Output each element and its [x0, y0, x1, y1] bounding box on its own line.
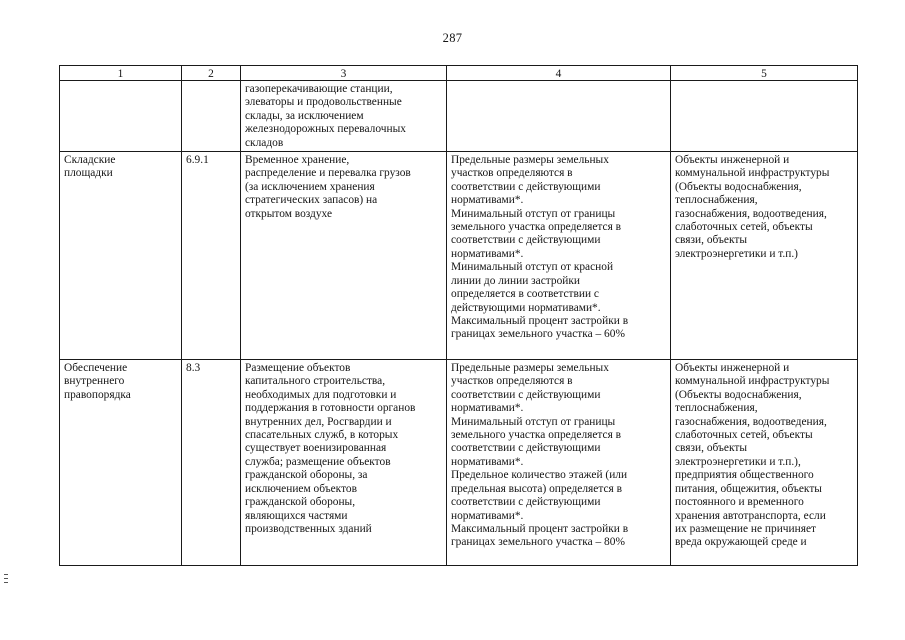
text-line: границах земельного участка – 80%	[451, 536, 625, 549]
parameters-cell	[447, 81, 671, 152]
text-line: соответствии с действующими	[451, 234, 601, 247]
text-line: (за исключением хранения	[245, 180, 375, 193]
text-line: границах земельного участка – 60%	[451, 328, 625, 341]
text-line: участков определяются в	[451, 167, 573, 180]
text-line: земельного участка определяется в	[451, 429, 622, 442]
text-line: нормативами*.	[451, 509, 524, 522]
margin-mark	[4, 574, 8, 575]
text-line: Минимальный отступ от границы	[451, 207, 616, 220]
parameters-cell	[447, 360, 671, 566]
text-line: связи, объекты	[675, 442, 747, 455]
text-line: открытом воздухе	[245, 207, 333, 220]
text-line: действующими нормативами*.	[451, 301, 601, 314]
text-line: линии до линии застройки	[451, 274, 581, 287]
text-line: элеваторы и продовольственные	[245, 96, 402, 109]
parameters-cell	[447, 152, 671, 360]
column-header-1: 1	[60, 66, 182, 81]
text-line: газоснабжения, водоотведения,	[675, 415, 827, 428]
text-line: соответствии с действующими	[451, 442, 601, 455]
text-line: электроэнергетики и т.п.),	[675, 455, 801, 468]
text-line: слаботочных сетей, объекты	[675, 221, 813, 234]
text-line: существует военизированная	[245, 442, 387, 455]
text-line: их размещение не причиняет	[675, 522, 816, 535]
text-line: внутренних дел, Росгвардии и	[245, 415, 392, 428]
table-row	[60, 360, 858, 566]
text-line: питания, общежития, объекты	[675, 482, 822, 495]
table-row	[60, 152, 858, 360]
use-name-cell	[60, 360, 182, 566]
text-line: слаботочных сетей, объекты	[675, 429, 813, 442]
table-header-row	[60, 66, 858, 81]
text-line: стратегических запасов) на	[245, 194, 378, 207]
text-line: Объекты инженерной и	[675, 154, 790, 167]
text-line: хранения автотранспорта, если	[675, 509, 826, 522]
auxiliary-uses-cell	[671, 152, 858, 360]
table-row	[60, 81, 858, 152]
text-line: постоянного и временного	[675, 496, 804, 509]
text-line: (Объекты водоснабжения,	[675, 388, 802, 401]
column-header-4: 4	[447, 66, 671, 81]
text-line: Максимальный процент застройки в	[451, 522, 629, 535]
text-line: гражданской обороны, за	[245, 469, 368, 482]
text-line: исключением объектов	[245, 482, 357, 495]
text-line: внутреннего	[64, 375, 125, 388]
text-line: нормативами*.	[451, 455, 524, 468]
margin-mark	[4, 582, 8, 583]
column-header-3: 3	[241, 66, 447, 81]
column-header-2: 2	[182, 66, 241, 81]
land-use-table	[59, 65, 858, 566]
use-description-cell	[241, 360, 447, 566]
text-line: нормативами*.	[451, 247, 524, 260]
text-line: являющихся частями	[245, 509, 348, 522]
text-line: Максимальный процент застройки в	[451, 314, 629, 327]
text-line: теплоснабжения,	[675, 402, 758, 415]
text-line: правопорядка	[64, 388, 131, 401]
text-line: теплоснабжения,	[675, 194, 758, 207]
text-line: склады, за исключением	[245, 109, 364, 122]
margin-mark	[4, 578, 8, 579]
use-code-cell: 8.3	[182, 360, 241, 566]
text-line: производственных зданий	[245, 522, 372, 535]
text-line: газоперекачивающие станции,	[245, 83, 393, 95]
text-line: соответствии с действующими	[451, 388, 601, 401]
text-line: гражданской обороны,	[245, 496, 356, 509]
auxiliary-uses-cell	[671, 360, 858, 566]
text-line: Предельные размеры земельных	[451, 154, 609, 167]
text-line: Предельные размеры земельных	[451, 362, 609, 375]
use-description-cell	[241, 81, 447, 152]
page-number: 287	[442, 31, 463, 45]
text-line: связи, объекты	[675, 234, 747, 247]
text-line: Объекты инженерной и	[675, 362, 790, 375]
use-name-cell	[60, 152, 182, 360]
text-line: необходимых для подготовки и	[245, 388, 397, 401]
text-line: площадки	[64, 167, 113, 180]
text-line: Предельное количество этажей (или	[451, 469, 628, 482]
text-line: нормативами*.	[451, 194, 524, 207]
text-line: нормативами*.	[451, 402, 524, 415]
text-line: (Объекты водоснабжения,	[675, 180, 802, 193]
text-line: распределение и перевалка грузов	[245, 167, 411, 180]
text-line: складов	[245, 136, 284, 149]
text-line: предельная высота) определяется в	[451, 482, 622, 495]
text-line: Минимальный отступ от границы	[451, 415, 616, 428]
use-code-cell	[182, 81, 241, 152]
use-name-cell	[60, 81, 182, 152]
text-line: Обеспечение	[64, 362, 128, 375]
text-line: земельного участка определяется в	[451, 221, 622, 234]
use-code-cell: 6.9.1	[182, 152, 241, 360]
column-header-5: 5	[671, 66, 858, 81]
text-line: Складские	[64, 154, 116, 167]
use-description-cell	[241, 152, 447, 360]
text-line: соответствии с действующими	[451, 180, 601, 193]
text-line: вреда окружающей среде и	[675, 536, 807, 549]
text-line: коммунальной инфраструктуры	[675, 167, 830, 180]
text-line: служба; размещение объектов	[245, 455, 391, 468]
text-line: Временное хранение,	[245, 154, 350, 167]
text-line: коммунальной инфраструктуры	[675, 375, 830, 388]
text-line: соответствии с действующими	[451, 496, 601, 509]
text-line: железнодорожных перевалочных	[245, 123, 406, 136]
text-line: участков определяются в	[451, 375, 573, 388]
auxiliary-uses-cell	[671, 81, 858, 152]
text-line: спасательных служб, в которых	[245, 429, 399, 442]
text-line: поддержания в готовности органов	[245, 402, 416, 415]
text-line: предприятия общественного	[675, 469, 814, 482]
text-line: Минимальный отступ от красной	[451, 261, 614, 274]
text-line: Размещение объектов	[245, 362, 351, 375]
text-line: определяется в соответствии с	[451, 288, 599, 301]
text-line: электроэнергетики и т.п.)	[675, 247, 798, 260]
text-line: газоснабжения, водоотведения,	[675, 207, 827, 220]
text-line: капитального строительства,	[245, 375, 386, 388]
